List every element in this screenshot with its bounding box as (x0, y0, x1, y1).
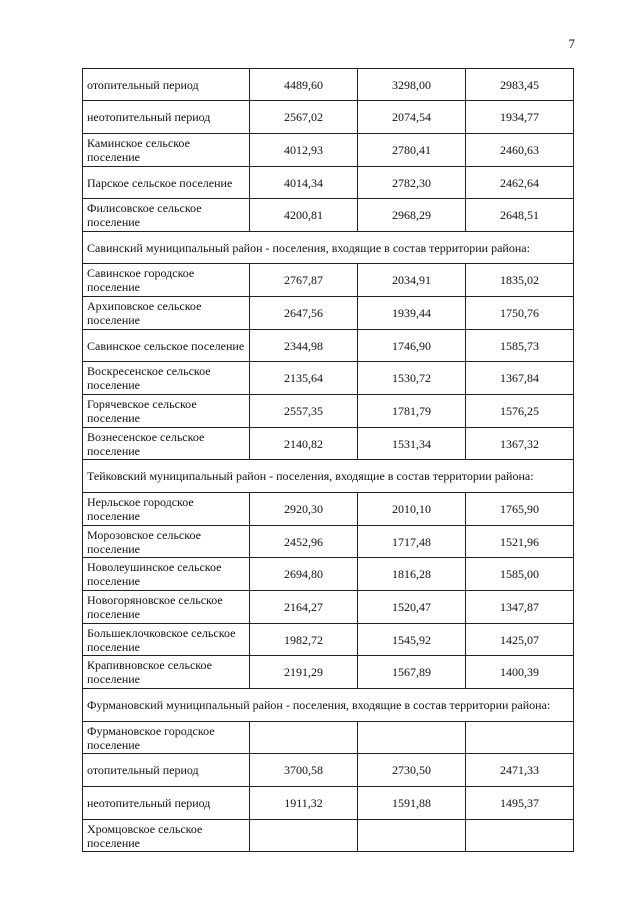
value-cell-3: 2471,33 (466, 754, 574, 787)
value-cell-2 (358, 820, 466, 852)
table-row (83, 820, 574, 852)
table-row (83, 624, 574, 656)
value-cell-2: 3298,00 (358, 69, 466, 101)
value-cell-3: 1425,07 (466, 624, 574, 656)
value-cell-3: 1367,84 (466, 362, 574, 395)
value-cell-2 (358, 722, 466, 754)
value-cell-1: 2140,82 (250, 428, 358, 460)
value-cell-1: 2135,64 (250, 362, 358, 395)
value-cell-2: 2010,10 (358, 493, 466, 526)
value-cell-1: 2557,35 (250, 395, 358, 428)
section-header-row (83, 232, 574, 264)
value-cell-1: 4200,81 (250, 199, 358, 232)
value-cell-3: 1521,96 (466, 526, 574, 558)
value-cell-2: 1816,28 (358, 558, 466, 591)
settlement-name-cell: Нерльское городское поселение (83, 493, 250, 526)
value-cell-2: 1781,79 (358, 395, 466, 428)
value-cell-1: 2164,27 (250, 591, 358, 624)
settlement-name-cell: неотопительный период (83, 101, 250, 134)
value-cell-3: 1765,90 (466, 493, 574, 526)
value-cell-1: 4489,60 (250, 69, 358, 101)
value-cell-2: 2780,41 (358, 134, 466, 167)
settlement-name-cell: Морозовское сельское поселение (83, 526, 250, 558)
value-cell-1: 2694,80 (250, 558, 358, 591)
value-cell-2: 1545,92 (358, 624, 466, 656)
settlement-name-cell: Парское сельское поселение (83, 167, 250, 199)
value-cell-1: 1982,72 (250, 624, 358, 656)
table-row (83, 428, 574, 460)
value-cell-3: 1750,76 (466, 297, 574, 330)
settlement-name-cell: Архиповское сельское поселение (83, 297, 250, 330)
page-number: 7 (568, 36, 575, 51)
value-cell-2: 1717,48 (358, 526, 466, 558)
value-cell-2: 2968,29 (358, 199, 466, 232)
section-header-cell: Тейковский муниципальный район - поселения, входящие в состав территории района: (83, 460, 574, 493)
table-row (83, 297, 574, 330)
value-cell-2: 2782,30 (358, 167, 466, 199)
value-cell-1: 2567,02 (250, 101, 358, 134)
value-cell-2: 2730,50 (358, 754, 466, 787)
value-cell-1: 3700,58 (250, 754, 358, 787)
table-row (83, 558, 574, 591)
settlement-name-cell: Филисовское сельское поселение (83, 199, 250, 232)
section-header-cell: Фурмановский муниципальный район - поселения, входящие в состав территории района: (83, 689, 574, 722)
value-cell-1 (250, 820, 358, 852)
table-row (83, 787, 574, 820)
table-row (83, 101, 574, 134)
settlement-name-cell: Савинское городское поселение (83, 264, 250, 297)
value-cell-1 (250, 722, 358, 754)
section-header-cell: Савинский муниципальный район - поселения, входящие в состав территории района: (83, 232, 574, 264)
value-cell-1: 1911,32 (250, 787, 358, 820)
table-row (83, 199, 574, 232)
value-cell-3 (466, 722, 574, 754)
table-row (83, 493, 574, 526)
table-row (83, 264, 574, 297)
value-cell-2: 2074,54 (358, 101, 466, 134)
tariff-table (82, 68, 574, 852)
value-cell-1: 2647,56 (250, 297, 358, 330)
value-cell-3: 1585,73 (466, 330, 574, 362)
value-cell-1: 2452,96 (250, 526, 358, 558)
value-cell-2: 1746,90 (358, 330, 466, 362)
settlement-name-cell: Хромцовское сельское поселение (83, 820, 250, 852)
value-cell-3: 1934,77 (466, 101, 574, 134)
value-cell-2: 1567,89 (358, 656, 466, 689)
table-row (83, 656, 574, 689)
value-cell-1: 2920,30 (250, 493, 358, 526)
settlement-name-cell: Воскресенское сельское поселение (83, 362, 250, 395)
table-row (83, 69, 574, 101)
table-body (83, 69, 574, 852)
table-row (83, 330, 574, 362)
value-cell-2: 2034,91 (358, 264, 466, 297)
value-cell-3: 1835,02 (466, 264, 574, 297)
value-cell-3: 1495,37 (466, 787, 574, 820)
value-cell-3: 2462,64 (466, 167, 574, 199)
table-row (83, 167, 574, 199)
table-row (83, 395, 574, 428)
settlement-name-cell: Новогоряновское сельское поселение (83, 591, 250, 624)
settlement-name-cell: Вознесенское сельское поселение (83, 428, 250, 460)
table-row (83, 134, 574, 167)
settlement-name-cell: неотопительный период (83, 787, 250, 820)
settlement-name-cell: отопительный период (83, 754, 250, 787)
section-header-row (83, 460, 574, 493)
value-cell-2: 1520,47 (358, 591, 466, 624)
value-cell-2: 1531,34 (358, 428, 466, 460)
value-cell-3: 1576,25 (466, 395, 574, 428)
table-row (83, 754, 574, 787)
section-header-row (83, 689, 574, 722)
table-row (83, 722, 574, 754)
value-cell-2: 1530,72 (358, 362, 466, 395)
value-cell-3: 1400,39 (466, 656, 574, 689)
value-cell-1: 4014,34 (250, 167, 358, 199)
table-row (83, 362, 574, 395)
settlement-name-cell: Крапивновское сельское поселение (83, 656, 250, 689)
settlement-name-cell: отопительный период (83, 69, 250, 101)
value-cell-3: 1347,87 (466, 591, 574, 624)
settlement-name-cell: Фурмановское городское поселение (83, 722, 250, 754)
value-cell-2: 1939,44 (358, 297, 466, 330)
value-cell-2: 1591,88 (358, 787, 466, 820)
table-row (83, 526, 574, 558)
value-cell-3: 2648,51 (466, 199, 574, 232)
value-cell-3 (466, 820, 574, 852)
settlement-name-cell: Савинское сельское поселение (83, 330, 250, 362)
value-cell-1: 2767,87 (250, 264, 358, 297)
value-cell-3: 2983,45 (466, 69, 574, 101)
value-cell-1: 2344,98 (250, 330, 358, 362)
settlement-name-cell: Каминское сельское поселение (83, 134, 250, 167)
value-cell-1: 4012,93 (250, 134, 358, 167)
value-cell-1: 2191,29 (250, 656, 358, 689)
settlement-name-cell: Новолеушинское сельское поселение (83, 558, 250, 591)
table-row (83, 591, 574, 624)
value-cell-3: 1367,32 (466, 428, 574, 460)
settlement-name-cell: Горячевское сельское поселение (83, 395, 250, 428)
settlement-name-cell: Большеклочковское сельское поселение (83, 624, 250, 656)
value-cell-3: 1585,00 (466, 558, 574, 591)
value-cell-3: 2460,63 (466, 134, 574, 167)
